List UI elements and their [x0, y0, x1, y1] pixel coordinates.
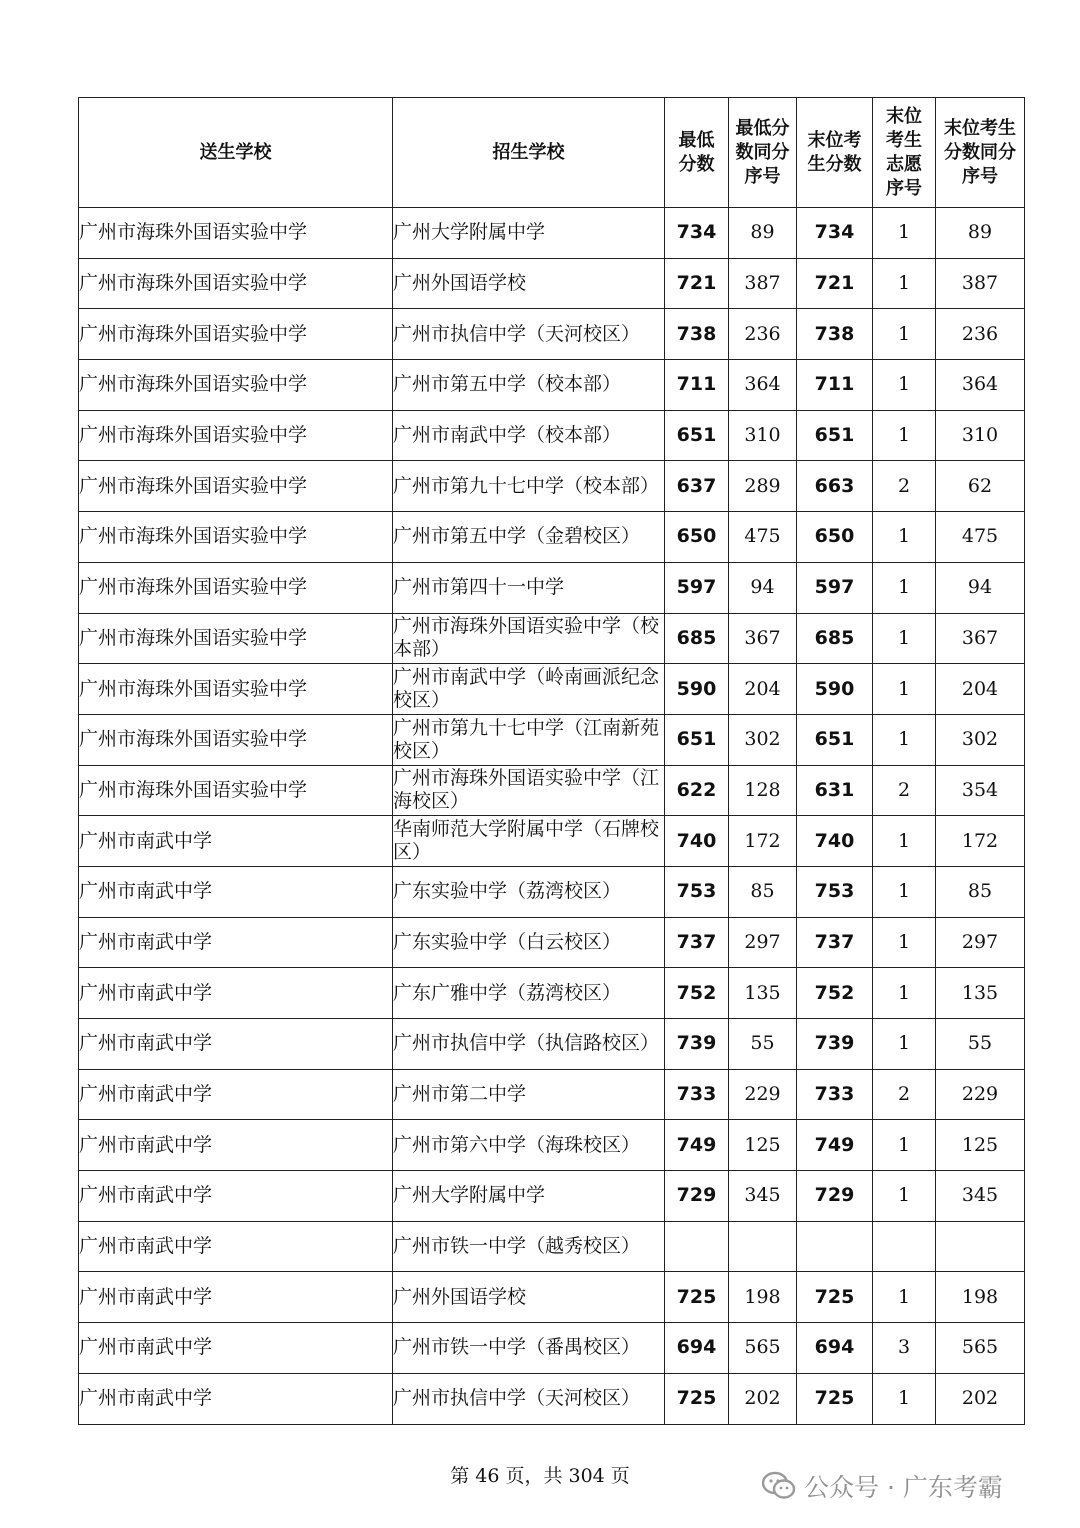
last-rank-cell: 236	[936, 309, 1025, 360]
column-header-line: 末位考	[807, 129, 862, 151]
last-choice-cell: 1	[873, 562, 936, 613]
last-rank-cell	[936, 1221, 1025, 1272]
table-row	[79, 664, 1025, 715]
last-choice-cell: 1	[873, 968, 936, 1019]
page-footer: 第 46 页，共 304 页	[450, 1465, 630, 1487]
column-header	[729, 98, 797, 208]
enrolling-school-cell: 广州市第五中学（金碧校区）	[393, 512, 665, 563]
sending-school-cell: 广州市南武中学	[79, 1272, 393, 1323]
sending-school-cell: 广州市海珠外国语实验中学	[79, 461, 393, 512]
last-score-cell: 725	[797, 1272, 873, 1323]
column-header-line: 最低分	[735, 117, 790, 139]
min-score-rank-cell: 565	[729, 1323, 797, 1374]
min-score-rank-cell: 345	[729, 1171, 797, 1222]
last-choice-cell: 1	[873, 613, 936, 664]
min-score-rank-cell: 236	[729, 309, 797, 360]
last-rank-cell: 135	[936, 968, 1025, 1019]
table-row	[79, 360, 1025, 411]
column-header-line: 序号	[744, 165, 781, 187]
last-score-cell: 597	[797, 562, 873, 613]
last-score-cell: 738	[797, 309, 873, 360]
min-score-cell: 622	[665, 765, 729, 816]
enrolling-school-cell: 广州大学附属中学	[393, 208, 665, 259]
last-rank-cell: 229	[936, 1069, 1025, 1120]
column-header-line: 送生学校	[199, 141, 272, 163]
last-choice-cell	[873, 1221, 936, 1272]
last-rank-cell: 297	[936, 917, 1025, 968]
last-choice-cell: 2	[873, 1069, 936, 1120]
column-header-line: 生分数	[807, 153, 862, 175]
enrolling-school-cell: 广州外国语学校	[393, 258, 665, 309]
min-score-cell: 637	[665, 461, 729, 512]
last-choice-cell: 1	[873, 714, 936, 765]
min-score-cell: 729	[665, 1171, 729, 1222]
table-header	[79, 98, 1025, 208]
min-score-cell: 733	[665, 1069, 729, 1120]
enrolling-school-cell: 广州市铁一中学（越秀校区）	[393, 1221, 665, 1272]
last-rank-cell: 202	[936, 1373, 1025, 1424]
min-score-cell: 650	[665, 512, 729, 563]
last-score-cell: 663	[797, 461, 873, 512]
last-rank-cell: 85	[936, 866, 1025, 917]
last-score-cell: 739	[797, 1019, 873, 1070]
column-header	[936, 98, 1025, 208]
table-row	[79, 714, 1025, 765]
column-header-line: 招生学校	[492, 141, 565, 163]
last-score-cell: 749	[797, 1120, 873, 1171]
min-score-rank-cell: 367	[729, 613, 797, 664]
enrolling-school-cell: 广州市第四十一中学	[393, 562, 665, 613]
min-score-rank-cell: 229	[729, 1069, 797, 1120]
sending-school-cell: 广州市南武中学	[79, 1323, 393, 1374]
column-header-line: 序号	[886, 177, 922, 199]
enrolling-school-cell: 广州市南武中学（校本部）	[393, 410, 665, 461]
column-header-line: 分数同分	[944, 141, 1016, 163]
last-score-cell: 753	[797, 866, 873, 917]
enrolling-school-cell: 广州外国语学校	[393, 1272, 665, 1323]
sending-school-cell: 广州市南武中学	[79, 1221, 393, 1272]
min-score-cell: 752	[665, 968, 729, 1019]
last-rank-cell: 125	[936, 1120, 1025, 1171]
last-rank-cell: 387	[936, 258, 1025, 309]
table-row	[79, 613, 1025, 664]
last-choice-cell: 1	[873, 360, 936, 411]
min-score-rank-cell: 204	[729, 664, 797, 715]
last-choice-cell: 1	[873, 410, 936, 461]
min-score-cell: 749	[665, 1120, 729, 1171]
sending-school-cell: 广州市海珠外国语实验中学	[79, 309, 393, 360]
last-choice-cell: 2	[873, 765, 936, 816]
sending-school-cell: 广州市南武中学	[79, 1019, 393, 1070]
table-row	[79, 461, 1025, 512]
table-row	[79, 309, 1025, 360]
sending-school-cell: 广州市南武中学	[79, 1069, 393, 1120]
enrolling-school-cell: 广东实验中学（荔湾校区）	[393, 866, 665, 917]
min-score-cell: 725	[665, 1373, 729, 1424]
table-row	[79, 562, 1025, 613]
enrolling-school-cell: 华南师范大学附属中学（石牌校区）	[393, 816, 665, 867]
enrolling-school-cell: 广州市执信中学（天河校区）	[393, 309, 665, 360]
sending-school-cell: 广州市海珠外国语实验中学	[79, 410, 393, 461]
last-rank-cell: 89	[936, 208, 1025, 259]
min-score-rank-cell: 364	[729, 360, 797, 411]
min-score-rank-cell: 310	[729, 410, 797, 461]
sending-school-cell: 广州市海珠外国语实验中学	[79, 360, 393, 411]
min-score-rank-cell: 172	[729, 816, 797, 867]
table-row	[79, 1171, 1025, 1222]
last-score-cell: 721	[797, 258, 873, 309]
enrolling-school-cell: 广州市铁一中学（番禺校区）	[393, 1323, 665, 1374]
column-header	[797, 98, 873, 208]
enrolling-school-cell: 广州市第五中学（校本部）	[393, 360, 665, 411]
last-score-cell	[797, 1221, 873, 1272]
min-score-cell: 738	[665, 309, 729, 360]
table-row	[79, 512, 1025, 563]
last-rank-cell: 198	[936, 1272, 1025, 1323]
sending-school-cell: 广州市海珠外国语实验中学	[79, 664, 393, 715]
last-choice-cell: 3	[873, 1323, 936, 1374]
sending-school-cell: 广州市海珠外国语实验中学	[79, 714, 393, 765]
last-score-cell: 650	[797, 512, 873, 563]
min-score-cell: 753	[665, 866, 729, 917]
header-row	[79, 98, 1025, 208]
column-header	[393, 98, 665, 208]
last-rank-cell: 475	[936, 512, 1025, 563]
min-score-cell: 725	[665, 1272, 729, 1323]
table-row	[79, 1221, 1025, 1272]
watermark-text: 公众号 · 广东考霸	[804, 1473, 1003, 1502]
column-header-line: 末位	[886, 105, 922, 127]
table-row	[79, 968, 1025, 1019]
last-choice-cell: 1	[873, 1120, 936, 1171]
last-score-cell: 685	[797, 613, 873, 664]
table-row	[79, 208, 1025, 259]
table-row	[79, 1272, 1025, 1323]
column-header	[79, 98, 393, 208]
min-score-rank-cell: 202	[729, 1373, 797, 1424]
last-score-cell: 651	[797, 714, 873, 765]
last-score-cell: 734	[797, 208, 873, 259]
min-score-rank-cell: 85	[729, 866, 797, 917]
min-score-cell: 734	[665, 208, 729, 259]
min-score-cell: 740	[665, 816, 729, 867]
table-row	[79, 1373, 1025, 1424]
enrolling-school-cell: 广州市海珠外国语实验中学（校本部）	[393, 613, 665, 664]
min-score-cell: 597	[665, 562, 729, 613]
sending-school-cell: 广州市南武中学	[79, 816, 393, 867]
sending-school-cell: 广州市海珠外国语实验中学	[79, 258, 393, 309]
min-score-rank-cell: 475	[729, 512, 797, 563]
last-score-cell: 651	[797, 410, 873, 461]
min-score-cell: 651	[665, 714, 729, 765]
sending-school-cell: 广州市南武中学	[79, 917, 393, 968]
last-rank-cell: 55	[936, 1019, 1025, 1070]
table-row	[79, 917, 1025, 968]
sending-school-cell: 广州市南武中学	[79, 1120, 393, 1171]
last-rank-cell: 354	[936, 765, 1025, 816]
admission-score-table	[78, 97, 1025, 1425]
sending-school-cell: 广州市南武中学	[79, 866, 393, 917]
enrolling-school-cell: 广州市海珠外国语实验中学（江海校区）	[393, 765, 665, 816]
min-score-cell: 739	[665, 1019, 729, 1070]
enrolling-school-cell: 广州市第六中学（海珠校区）	[393, 1120, 665, 1171]
table-row	[79, 258, 1025, 309]
last-choice-cell: 1	[873, 866, 936, 917]
last-score-cell: 631	[797, 765, 873, 816]
enrolling-school-cell: 广州市执信中学（执信路校区）	[393, 1019, 665, 1070]
enrolling-school-cell: 广州市第九十七中学（江南新苑校区）	[393, 714, 665, 765]
table-row	[79, 816, 1025, 867]
last-score-cell: 590	[797, 664, 873, 715]
table-body	[79, 208, 1025, 1425]
last-choice-cell: 1	[873, 1019, 936, 1070]
last-score-cell: 737	[797, 917, 873, 968]
min-score-cell: 737	[665, 917, 729, 968]
last-score-cell: 725	[797, 1373, 873, 1424]
column-header	[665, 98, 729, 208]
min-score-cell: 685	[665, 613, 729, 664]
enrolling-school-cell: 广东实验中学（白云校区）	[393, 917, 665, 968]
min-score-rank-cell: 94	[729, 562, 797, 613]
enrolling-school-cell: 广州市执信中学（天河校区）	[393, 1373, 665, 1424]
last-rank-cell: 204	[936, 664, 1025, 715]
min-score-cell: 694	[665, 1323, 729, 1374]
last-rank-cell: 302	[936, 714, 1025, 765]
min-score-rank-cell: 387	[729, 258, 797, 309]
table-row	[79, 410, 1025, 461]
last-score-cell: 740	[797, 816, 873, 867]
min-score-rank-cell: 302	[729, 714, 797, 765]
min-score-cell: 711	[665, 360, 729, 411]
table-row	[79, 1019, 1025, 1070]
last-rank-cell: 367	[936, 613, 1025, 664]
min-score-rank-cell: 198	[729, 1272, 797, 1323]
last-rank-cell: 364	[936, 360, 1025, 411]
table-row	[79, 1323, 1025, 1374]
enrolling-school-cell: 广州市第二中学	[393, 1069, 665, 1120]
min-score-cell: 721	[665, 258, 729, 309]
sending-school-cell: 广州市海珠外国语实验中学	[79, 613, 393, 664]
min-score-rank-cell: 89	[729, 208, 797, 259]
enrolling-school-cell: 广州大学附属中学	[393, 1171, 665, 1222]
last-score-cell: 711	[797, 360, 873, 411]
last-choice-cell: 1	[873, 512, 936, 563]
enrolling-school-cell: 广东广雅中学（荔湾校区）	[393, 968, 665, 1019]
last-choice-cell: 1	[873, 816, 936, 867]
last-choice-cell: 1	[873, 917, 936, 968]
min-score-rank-cell: 289	[729, 461, 797, 512]
last-choice-cell: 2	[873, 461, 936, 512]
table-row	[79, 1120, 1025, 1171]
sending-school-cell: 广州市海珠外国语实验中学	[79, 512, 393, 563]
last-rank-cell: 94	[936, 562, 1025, 613]
sending-school-cell: 广州市南武中学	[79, 1171, 393, 1222]
watermark	[762, 1468, 1003, 1504]
last-choice-cell: 1	[873, 664, 936, 715]
table-row	[79, 866, 1025, 917]
min-score-rank-cell: 128	[729, 765, 797, 816]
min-score-cell: 651	[665, 410, 729, 461]
min-score-rank-cell: 297	[729, 917, 797, 968]
last-rank-cell: 172	[936, 816, 1025, 867]
column-header-line: 数同分	[735, 141, 790, 163]
last-rank-cell: 310	[936, 410, 1025, 461]
column-header-line: 志愿	[886, 153, 922, 175]
last-choice-cell: 1	[873, 309, 936, 360]
table-row	[79, 1069, 1025, 1120]
sending-school-cell: 广州市海珠外国语实验中学	[79, 562, 393, 613]
last-rank-cell: 62	[936, 461, 1025, 512]
min-score-cell: 590	[665, 664, 729, 715]
last-choice-cell: 1	[873, 1373, 936, 1424]
column-header-line: 最低	[678, 129, 715, 151]
last-score-cell: 752	[797, 968, 873, 1019]
last-rank-cell: 345	[936, 1171, 1025, 1222]
min-score-rank-cell: 135	[729, 968, 797, 1019]
last-choice-cell: 1	[873, 1272, 936, 1323]
min-score-rank-cell: 125	[729, 1120, 797, 1171]
last-rank-cell: 565	[936, 1323, 1025, 1374]
min-score-rank-cell	[729, 1221, 797, 1272]
column-header-line: 序号	[962, 165, 998, 187]
sending-school-cell: 广州市南武中学	[79, 968, 393, 1019]
column-header-line: 考生	[886, 129, 922, 151]
column-header-line: 分数	[678, 153, 715, 175]
sending-school-cell: 广州市海珠外国语实验中学	[79, 765, 393, 816]
sending-school-cell: 广州市南武中学	[79, 1373, 393, 1424]
last-choice-cell: 1	[873, 258, 936, 309]
last-score-cell: 694	[797, 1323, 873, 1374]
last-choice-cell: 1	[873, 208, 936, 259]
sending-school-cell: 广州市海珠外国语实验中学	[79, 208, 393, 259]
column-header	[873, 98, 936, 208]
enrolling-school-cell: 广州市第九十七中学（校本部）	[393, 461, 665, 512]
wechat-icon	[762, 1471, 796, 1501]
last-score-cell: 729	[797, 1171, 873, 1222]
table-row	[79, 765, 1025, 816]
min-score-rank-cell: 55	[729, 1019, 797, 1070]
min-score-cell	[665, 1221, 729, 1272]
column-header-line: 末位考生	[944, 117, 1016, 139]
last-choice-cell: 1	[873, 1171, 936, 1222]
enrolling-school-cell: 广州市南武中学（岭南画派纪念校区）	[393, 664, 665, 715]
last-score-cell: 733	[797, 1069, 873, 1120]
